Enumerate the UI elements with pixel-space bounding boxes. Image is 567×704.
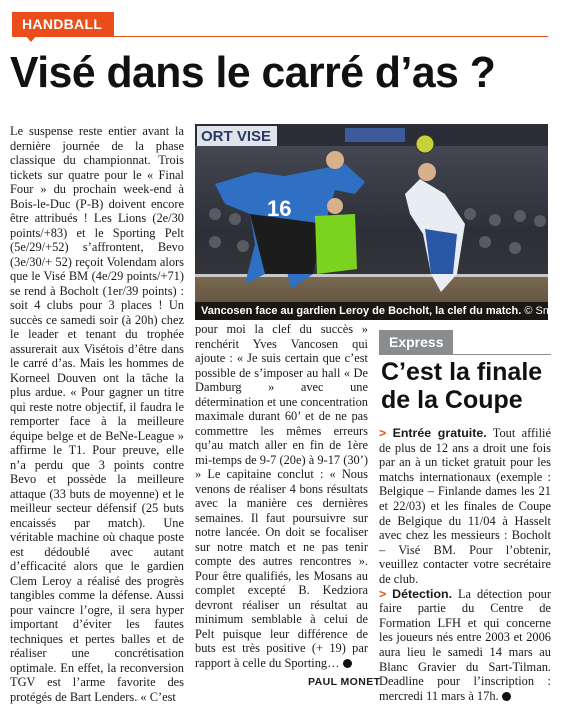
express-item-text: La détection pour faire partie du Centre de Formation LFH et qui concerne les joueurs nés entre 2003 et 2006 aura lieu le samedi 14 mars au Blanc Gravier du Sart-Tilman. Deadline pour l’inscription : mercredi 11 mars à 17h. xyxy=(379,586,551,703)
rubric-rule xyxy=(12,36,548,37)
end-of-article-dot-icon xyxy=(502,692,511,701)
article-body-part-1: Le suspense reste entier avant la dernière journée de la phase classique du championnat. Trois tickets sur quatre pour le « Final Four » du prochain week-end à Bois-le-Duc (P-B) doivent encore être attribués ! Les Lions (2e/30 points/+83) et le Sporting Pelt (5e/29/+52) s’affrontent, Bevo (3e/30/+ 52) reçoit Volendam alors que le Visé BM (4e/29 points/+71) se rend à Bocholt (1er/39 points) : soit 4 clubs pour 3 places ! Un succès ce samedi soir (à 20h) chez le leader et tenant du trophée assurerait aux Visétois d’être dans le carré d’as. Mais les hommes de Korneel Douven ont la tâche la plus ardue. « Pour gagner un titre qui reste notre objectif, il faudra le remporter face à la meilleure équipe belge et de BeNe-League » affirme le T1. Pour preuve, elle n’a perdu que 3 points contre Bevo et possède la meilleure attaque (33 buts de moyenne) et le meilleur secteur défensif (25 buts encaissés par match). Une véritable machine où chaque poste est dédoublé avec autant d’efficacité alors que le gardien Clem Leroy a réalisé des progrès tangibles comme la défense. Aussi pour vaincre l’ogre, il sera hyper important d’éviter les fautes techniques et pertes balles et de réaliser une concrétisation optimale. En effet, la reconversion TGV est l’arme favorite des protégés de Bart Lenders. « C’est xyxy=(10,124,184,704)
article-photo xyxy=(195,124,567,320)
express-title-line-1: C’est la finale xyxy=(381,358,543,386)
express-rule xyxy=(379,354,551,355)
express-title xyxy=(381,358,542,414)
section-rubric-bar xyxy=(0,12,559,38)
article-author: PAUL MONET xyxy=(308,676,381,688)
end-of-article-dot-icon xyxy=(343,659,352,668)
express-item-lead: Détection. xyxy=(392,586,453,601)
article-column-1 xyxy=(10,124,184,704)
express-item-lead: Entrée gratuite. xyxy=(392,426,487,440)
express-body xyxy=(379,426,551,703)
photo-caption xyxy=(195,302,567,320)
article-column-2 xyxy=(195,322,368,692)
article-headline: Visé dans le carré d’as ? xyxy=(10,48,496,97)
bullet-chevron-icon: > xyxy=(379,426,387,440)
bullet-chevron-icon: > xyxy=(379,586,387,601)
photo-credit: © Smets xyxy=(524,305,567,317)
express-item-detection xyxy=(379,587,551,704)
express-title-line-2: de la Coupe xyxy=(381,386,523,414)
article-body-part-2-text: pour moi la clef du succès » renchérit Yves Vancosen qui ajoute : « Je suis certain que c’est possible de s’imposer au hall « De Damburg » avec une détermination et une concentration maximale durant 60’ et de ne pas commettre les mêmes erreurs qu’au match aller en fin de 1ère mi-temps de 9-7 (20e) à 9-17 (30’) » Le capitaine conclut : « Nous venons de réaliser 4 bons résultats avec la manière ces dernières semaines. Il faut poursuivre sur notre lancée. On doit se focaliser sur notre match et ne pas tenir compte des autres rencontres ». Pour être qualifiés, les Mosans au complet excepté B. Kedziora devront réaliser un résultat au minimum semblable à celui de Pelt puisque leur différence de buts est très positive (+ 19) par rapport à celle du Sporting… xyxy=(195,322,368,670)
express-item-free-entry xyxy=(379,426,551,587)
article-body-part-2 xyxy=(195,322,368,670)
jersey-number: 16 xyxy=(267,196,292,221)
express-box xyxy=(379,330,551,703)
rubric-pointer-icon xyxy=(26,36,36,42)
express-tab-label: Express xyxy=(379,330,453,354)
photo-caption-text: Vancosen face au gardien Leroy de Bocholt, la clef du match. xyxy=(201,305,522,317)
handball-photo-illustration xyxy=(195,124,548,320)
section-rubric: HANDBALL xyxy=(12,12,114,36)
photo-banner-text: ORT VISE xyxy=(201,128,272,145)
express-item-text: Tout affilié de plus de 12 ans a droit une fois par an à un ticket gratuit pour les matchs internationaux (exemple : Belgique – Finlande dames les 21 et 22/03) et les finales de Coupe de Belgique du 11/04 à Hasselt avec chez les messieurs : Bocholt – Visé BM. Pour l’obtenir, veuillez contacter votre secrétaire de club. xyxy=(379,426,551,586)
